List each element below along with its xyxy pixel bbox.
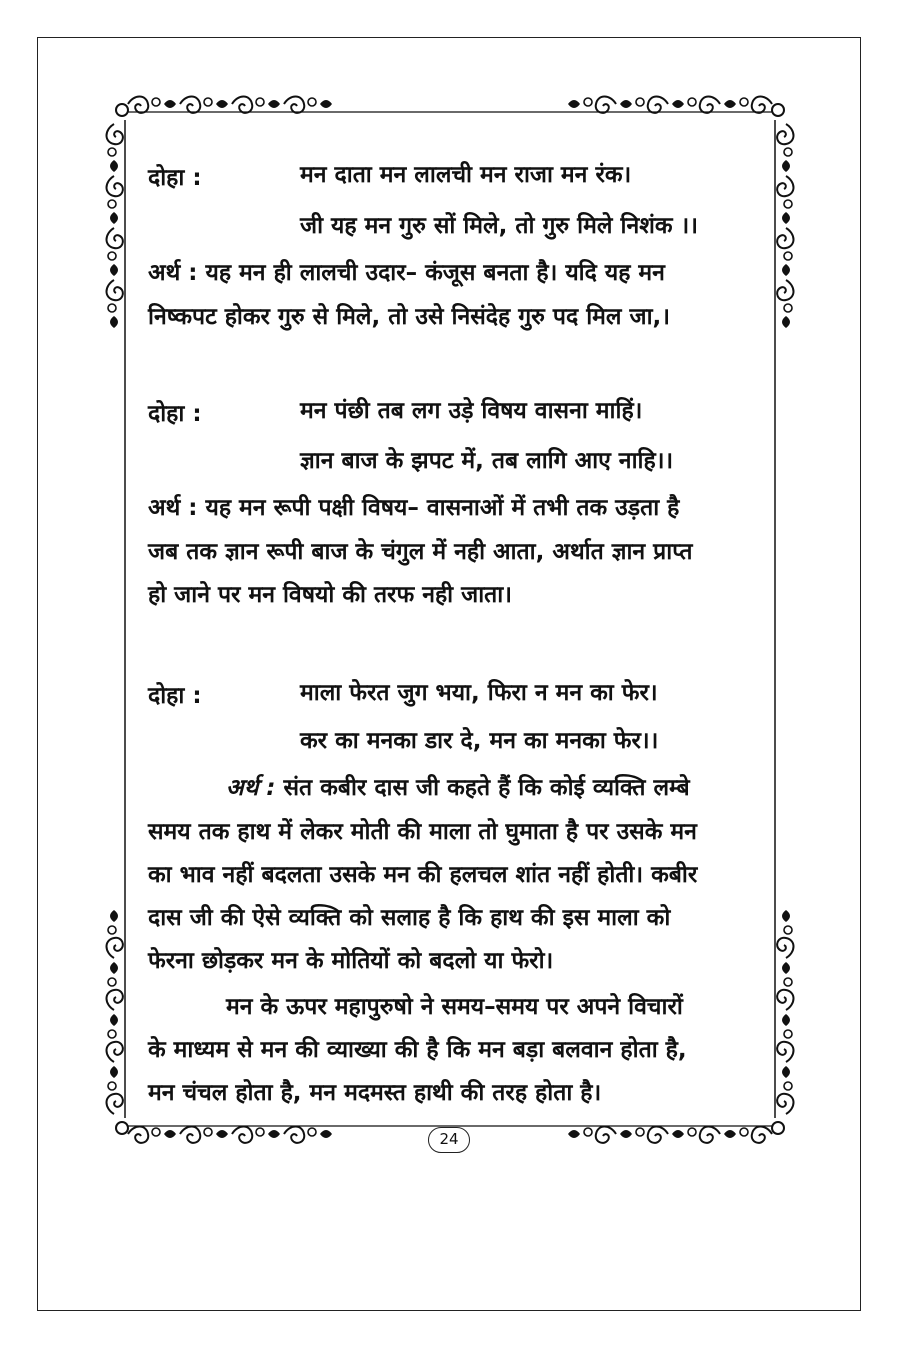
meaning-line: निष्कपट होकर गुरु से मिले, तो उसे निसंदेह गुरु पद मिल जा,। <box>148 304 670 330</box>
doha-label: दोहा : <box>148 683 202 709</box>
meaning-label: अर्थ : <box>226 775 276 801</box>
meaning-line: जब तक ज्ञान रूपी बाज के चंगुल में नही आता, अर्थात ज्ञान प्राप्त <box>148 539 693 565</box>
couplet-line: जी यह मन गुरु सों मिले, तो गुरु मिले निशंक ।। <box>300 213 698 239</box>
couplet-line: ज्ञान बाज के झपट में, तब लागि आए नाहि।। <box>300 448 674 474</box>
meaning-line <box>226 773 690 803</box>
paragraph-line: मन के ऊपर महापुरुषो ने समय–समय पर अपने विचारों <box>226 994 683 1020</box>
couplet-line: माला फेरत जुग भया, फिरा न मन का फेर। <box>300 680 658 706</box>
meaning-text: संत कबीर दास जी कहते हैं कि कोई व्यक्ति लम्बे <box>275 775 690 801</box>
meaning-line: समय तक हाथ में लेकर मोती की माला तो घुमाता है पर उसके मन <box>148 819 697 845</box>
couplet-line: कर का मनका डार दे, मन का मनका फेर।। <box>300 728 659 754</box>
meaning-line: फेरना छोड़कर मन के मोतियों को बदलो या फेरो। <box>148 948 554 974</box>
couplet-line: मन दाता मन लालची मन राजा मन रंक। <box>300 162 632 188</box>
page-number: 24 <box>428 1127 470 1153</box>
couplet-line: मन पंछी तब लग उड़े विषय वासना माहिं। <box>300 398 643 424</box>
meaning-line: अर्थ : यह मन ही लालची उदार– कंजूस बनता है। यदि यह मन <box>148 260 665 286</box>
paragraph-line: के माध्यम से मन की व्याख्या की है कि मन बड़ा बलवान होता है, <box>148 1037 687 1063</box>
meaning-line: का भाव नहीं बदलता उसके मन की हलचल शांत नहीं होती। कबीर <box>148 862 698 888</box>
doha-label: दोहा : <box>148 165 202 191</box>
meaning-line: दास जी की ऐसे व्यक्ति को सलाह है कि हाथ की इस माला को <box>148 905 671 931</box>
meaning-line: अर्थ : यह मन रूपी पक्षी विषय– वासनाओं में तभी तक उड़ता है <box>148 495 680 521</box>
paragraph-line: मन चंचल होता है, मन मदमस्त हाथी की तरह होता है। <box>148 1080 602 1106</box>
doha-label: दोहा : <box>148 401 202 427</box>
meaning-line: हो जाने पर मन विषयो की तरफ नही जाता। <box>148 582 512 608</box>
